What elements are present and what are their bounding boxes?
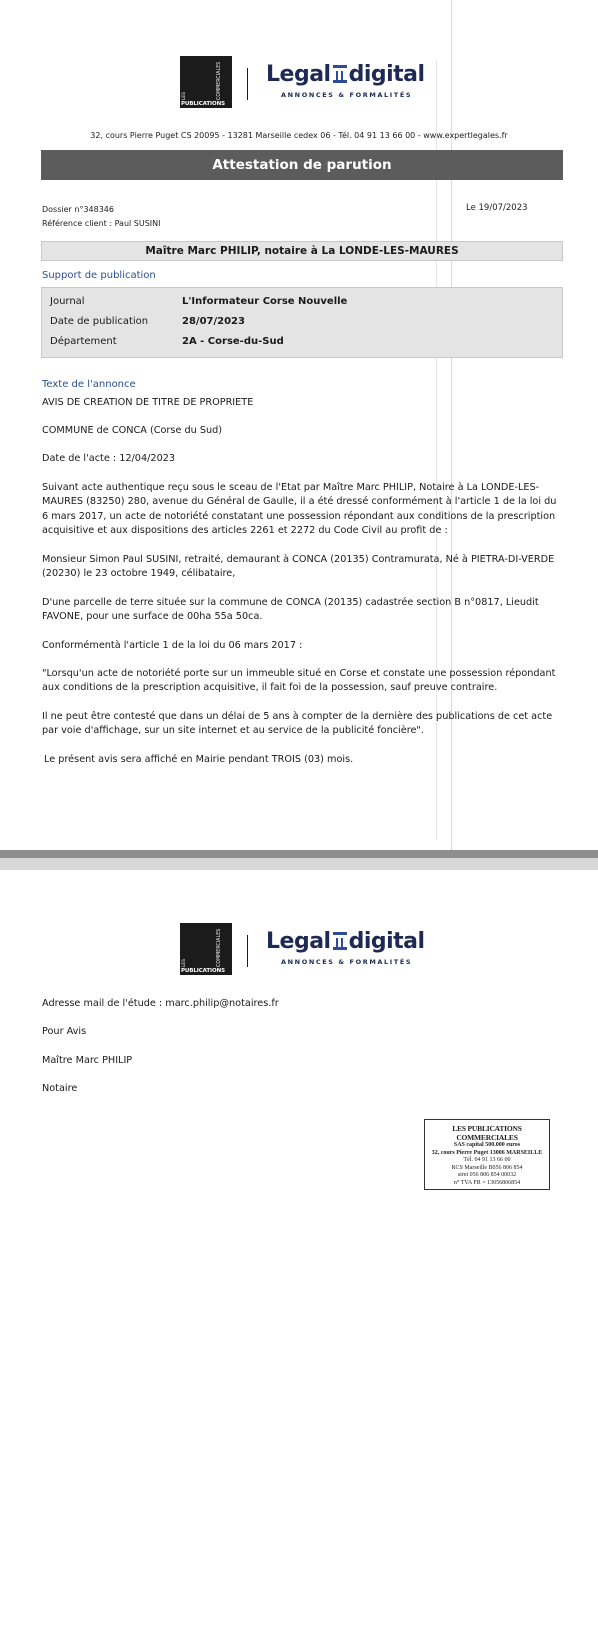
- logo-mark-icon: [333, 65, 347, 83]
- legal-digital-logo: [180, 56, 425, 108]
- company-address: 32, cours Pierre Puget CS 20095 - 13281 Marseille cedex 06 - Tél. 04 91 13 66 00 - www.expertlegales.fr: [90, 131, 508, 140]
- logo-subtitle: ANNONCES & FORMALITÉS: [281, 958, 413, 966]
- company-stamp: LES PUBLICATIONS COMMERCIALES SAS capital 500.000 euros 32, cours Pierre Puget 13006 MARSEILLE Tél. 04 91 13 66 00 RCS Marseille B056 806 854 siret 056 806 854 00032 n° TVA FR = 13056806854: [424, 1119, 550, 1190]
- logo-subtitle: ANNONCES & FORMALITÉS: [281, 91, 413, 99]
- annonce-paragraph: Monsieur Simon Paul SUSINI, retraité, demaurant à CONCA (20135) Contramurata, Né à PIETRA-DI-VERDE (20230) le 23 octobre 1949, célibataire,: [42, 554, 555, 580]
- page-title: Attestation de parution: [41, 150, 563, 180]
- dossier-meta: [42, 203, 161, 231]
- signatory-name: Maître Marc PHILIP: [42, 1055, 133, 1066]
- annonce-paragraph: D'une parcelle de terre située sur la commune de CONCA (20135) cadastrée section B n°0817, Lieudit FAVONE, pour une surface de 00ha 55a 50ca.: [42, 597, 539, 623]
- annonce-paragraph: Il ne peut être contesté que dans un délai de 5 ans à compter de la dernière des publications de cet acte par voie d'affichage, sur un site internet et au service de la publicité foncière".: [42, 711, 553, 737]
- annonce-paragraph: Date de l'acte : 12/04/2023: [42, 453, 176, 464]
- annonce-paragraph: "Lorsqu'un acte de notoriété porte sur un immeuble situé en Corse et constate une possession répondant aux conditions de la prescription acquisitive, il fait foi de la possession, sauf preuve contraire.: [42, 668, 556, 694]
- annonce-paragraph: COMMUNE de CONCA (Corse du Sud): [42, 425, 223, 436]
- page-2: [0, 870, 598, 1626]
- client-reference: Référence client : Paul SUSINI: [42, 219, 161, 228]
- study-email: Adresse mail de l'étude : marc.philip@notaires.fr: [42, 998, 279, 1009]
- annonce-paragraph: AVIS DE CREATION DE TITRE DE PROPRIETE: [42, 397, 254, 408]
- support-section-title: Support de publication: [42, 270, 156, 281]
- publications-commerciales-logo: COMMERCIALES LES PUBLICATIONS: [180, 923, 232, 975]
- signatory-title: Notaire: [42, 1083, 78, 1094]
- document-date: Le 19/07/2023: [466, 203, 528, 213]
- notary-heading: Maître Marc PHILIP, notaire à La LONDE-LES-MAURES: [41, 241, 563, 261]
- annonce-paragraph: Le présent avis sera affiché en Mairie pendant TROIS (03) mois.: [44, 754, 354, 765]
- page-separator: [0, 850, 598, 870]
- pour-avis: Pour Avis: [42, 1026, 87, 1037]
- dossier-number: Dossier n°348346: [42, 205, 114, 214]
- logo-wordmark: Legal digital: [266, 929, 425, 954]
- logo-mark-icon: [333, 932, 347, 950]
- annonce-paragraph: Conformémentà l'article 1 de la loi du 06 mars 2017 :: [42, 640, 303, 651]
- annonce-section-title: Texte de l'annonce: [42, 379, 136, 390]
- support-table: Journal L'Informateur Corse Nouvelle Date de publication 28/07/2023 Département 2A - Corse-du-Sud: [41, 287, 563, 358]
- annonce-paragraph: Suivant acte authentique reçu sous le sceau de l'Etat par Maître Marc PHILIP, Notaire à La LONDE-LES-MAURES (83250) 280, avenue du Général de Gaulle, il a été dressé conformément à l'article 1 de la loi du 6 mars 2017, un acte de notoriété constatant une possession répondant aux conditions de la prescription acquisitive et aux dispositions des articles 2261 et 2272 du Code Civil au profit de :: [42, 482, 557, 537]
- publications-commerciales-logo: COMMERCIALES LES PUBLICATIONS: [180, 56, 232, 108]
- legal-digital-logo: [180, 923, 425, 975]
- logo-wordmark: Legal digital: [266, 62, 425, 87]
